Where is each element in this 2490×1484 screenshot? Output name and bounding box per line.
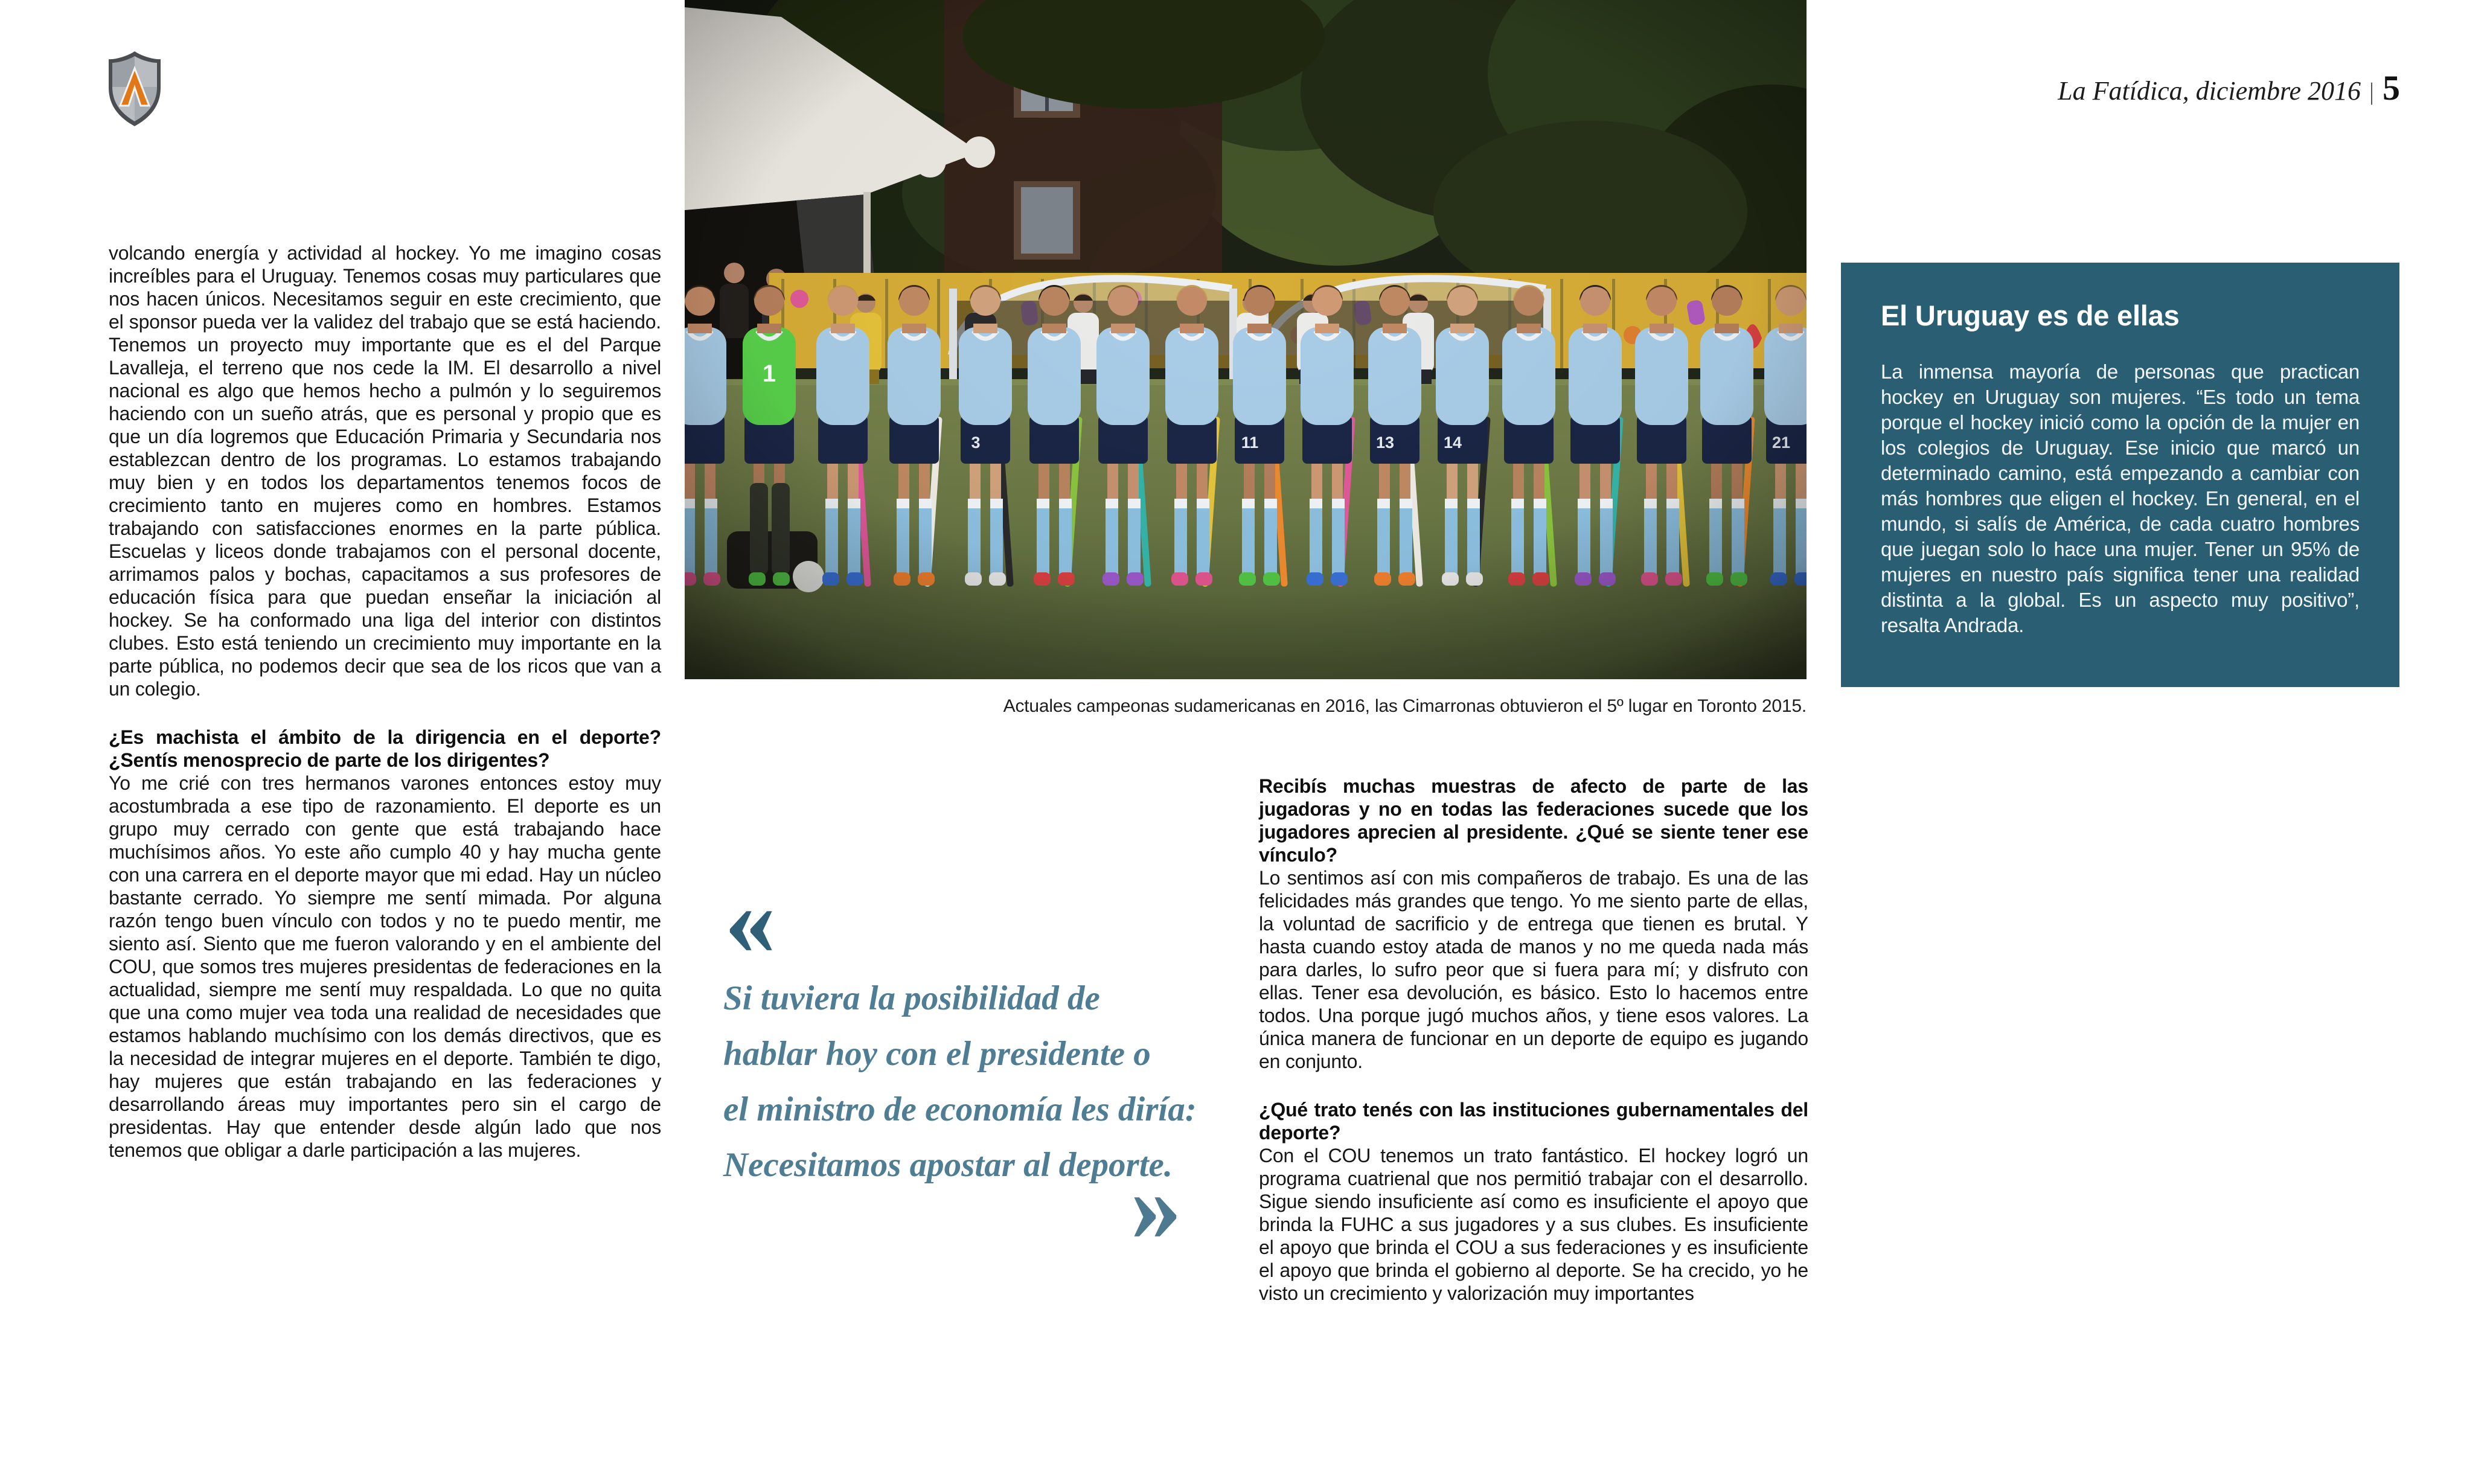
interview-question: ¿Es machista el ámbito de la dirigencia en el deporte? ¿Sentís menosprecio de parte de los dirigentes? [109, 726, 661, 771]
article-column-right [1259, 775, 1808, 1305]
sidebar-body: La inmensa mayoría de personas que practican hockey en Uruguay son mujeres. “Es todo un tema porque el hockey inició como la opción de la mujer en los colegios de Uruguay. Ese inicio que marcó un determinado camino, está empezando a cambiar con más hombres que eligen el hockey. En general, en el mundo, si salís de América, de cada cuatro hombres que juegan solo lo hace una mujer. Tener un 95% de mujeres en nuestro país significa tener una realidad distinta a la global. Es un aspecto muy positivo”, resalta Andrada. [1881, 360, 2360, 636]
interview-answer: Lo sentimos así con mis compañeros de trabajo. Es una de las felicidades más grandes que tengo. Yo me siento parte de ellas, la voluntad de sacrificio y de entrega que tienen es brutal. Y hasta cuando estoy atada de manos y no me queda nada más para darles, lo sufro peor que si fuera para mí; y disfruto con ellas. Tener esa devolución, es básico. Esto lo hacemos entre todos. Una porque jugó muchos años, y tiene esos valores. La única manera de funcionar en un deporte de equipo es jugando en conjunto. [1259, 867, 1808, 1072]
team-photo-illustration [685, 0, 1807, 679]
sidebar-box [1841, 263, 2399, 687]
interview-answer: Con el COU tenemos un trato fantástico. El hockey logró un programa cuatrienal que nos permitió trabajar con el desarrollo. Sigue siendo insuficiente así como es insuficiente el apoyo que brinda la FUHC a sus jugadores y a sus clubes. Es insuficiente el apoyo que brinda el COU a sus federaciones y es insuficiente el apoyo que brinda el gobierno al deporte. Se ha crecido, yo he visto un crecimiento y valorización muy importantes [1259, 1145, 1808, 1304]
sidebar-title: El Uruguay es de ellas [1881, 299, 2180, 331]
article-paragraph: volcando energía y actividad al hockey. Yo me imagino cosas increíbles para el Uruguay. Tenemos cosas muy particulares que nos hacen únicos. Necesitamos seguir en este crecimiento, que el sponsor pueda ver la validez del trabajo que se está haciendo. Tenemos un proyecto muy importante que es el del Parque Lavalleja, el terreno que nos cede la IM. El desarrollo a nivel nacional es algo que hemos hecho a pulmón y lo seguiremos haciendo con un sueño atrás, que es personal y propio que es que un día logremos que Educación Primaria y Secundaria nos establezcan dentro de los programas. Lo estamos trabajando muy bien y en todos los departamentos tenemos focos de crecimiento tanto en mujeres como en hombres. Estamos trabajando con satisfacciones enormes en la parte pública. Escuelas y liceos donde trabajamos con el personal docente, arrimamos palos y bochas, capacitamos a sus profesores de educación física para que puedan enseñar la iniciación al hockey. Se ha conformado una liga del interior con distintos clubes. Esto está teniendo un crecimiento muy importante en la parte pública, no podemos decir que sea de los ricos que van a un colegio. [109, 242, 661, 700]
publication-date: La Fatídica, diciembre 2016 [2058, 76, 2361, 106]
pull-quote: Si tuviera la posibilidad de hablar hoy con el presidente o el ministro de economía les diría: Necesitamos apostar al deporte. [723, 979, 1197, 1184]
open-quote-icon: « [725, 863, 776, 976]
close-quote-icon: » [1130, 1149, 1182, 1262]
interview-question: Recibís muchas muestras de afecto de parte de las jugadoras y no en todas las federaciones sucede que los jugadores aprecien al presidente. ¿Qué se siente tener ese vínculo? [1259, 775, 1808, 866]
page-header [2058, 68, 2400, 108]
folio-separator: | [2369, 78, 2374, 105]
photo-caption: Actuales campeonas sudamericanas en 2016, las Cimarronas obtuvieron el 5º lugar en Toronto 2015. [1003, 696, 1807, 716]
interview-answer: Yo me crié con tres hermanos varones entonces estoy muy acostumbrada a ese tipo de razonamiento. El deporte es un grupo muy cerrado con gente que está trabajando hace muchísimos años. Yo este año cumplo 40 y hay mucha gente con una carrera en el deporte mayor que mi edad. Hay un núcleo bastante cerrado. Yo siempre me sentí mimada. Por alguna razón tengo buen vínculo con todos y no te puedo mentir, me siento así. Siento que me fueron valorando y en el ambiente del COU, que somos tres mujeres presidentas de federaciones en la actualidad, siempre me sentí muy respaldada. Lo que no quita que una como mujer vea toda una realidad de necesidades que estamos hablando muchísimo con los demás directivos, que es la necesidad de integrar mujeres en el deporte. También te digo, hay mujeres que están trabajando en las federaciones y desarrollando áreas muy importantes pero sin el cargo de presidentas. Hay que entender desde algún lado que nos tenemos que obligar a darle participación a las mujeres. [109, 772, 661, 1161]
interview-question: ¿Qué trato tenés con las instituciones gubernamentales del deporte? [1259, 1099, 1808, 1143]
team-photo [685, 0, 1807, 679]
article-column-left [109, 241, 661, 1162]
shield-logo-icon [107, 50, 162, 127]
page-number: 5 [2383, 68, 2400, 107]
magazine-logo [107, 50, 162, 127]
